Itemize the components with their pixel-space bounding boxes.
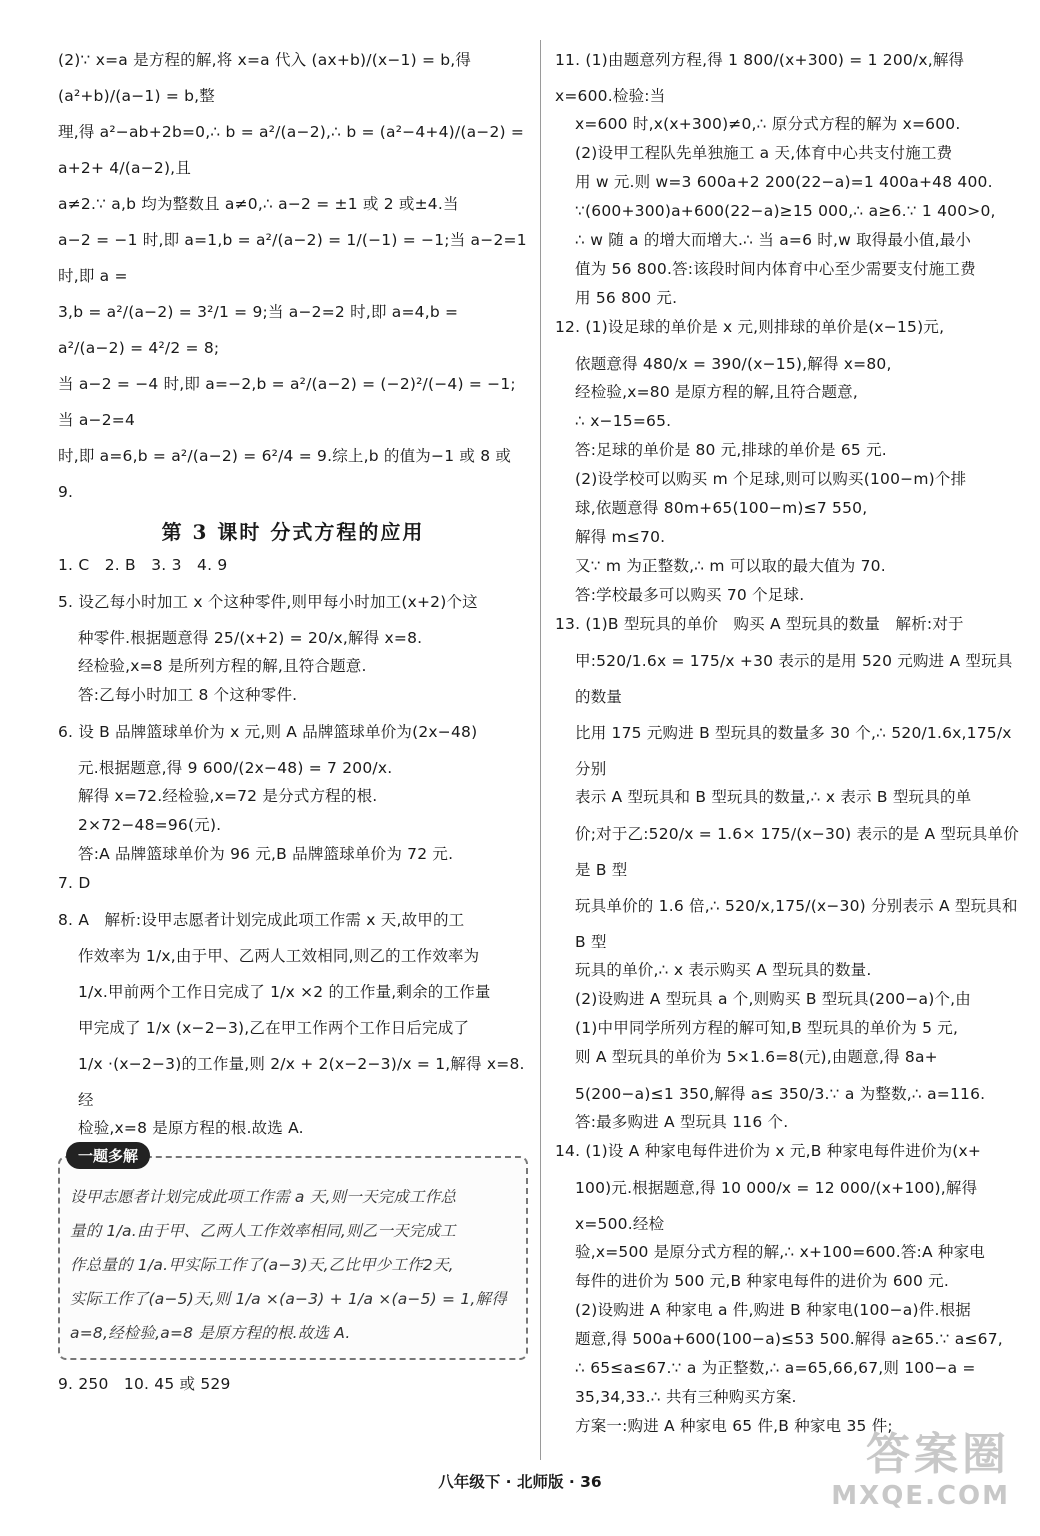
- text-line: 8. A 解析:设甲志愿者计划完成此项工作需 x 天,故甲的工: [58, 911, 465, 929]
- right-column: [555, 42, 1025, 1445]
- text-line: 解得 x=72.经检验,x=72 是分式方程的根.: [78, 787, 378, 805]
- watermark-logo: [800, 1429, 1010, 1524]
- text-line: (2)设甲工程队先单独施工 a 天,体育中心共支付施工费: [575, 144, 953, 162]
- column-divider: [540, 40, 541, 1460]
- text-line: 12. (1)设足球的单价是 x 元,则排球的单价是(x−15)元,: [555, 318, 945, 336]
- answers-1-4: 1. C 2. B 3. 3 4. 9: [58, 556, 228, 574]
- alternative-solution-box: [58, 1147, 528, 1360]
- answers-9-10: 9. 250 10. 45 或 529: [58, 1375, 231, 1393]
- text-line: 用 w 元.则 w=3 600a+2 200(22−a)=1 400a+48 400.: [575, 173, 993, 191]
- text-line: 元.根据题意,得 9 600/(2x−48) = 7 200/x.: [78, 759, 393, 777]
- text-line: 方案一:购进 A 种家电 65 件,B 种家电 35 件;: [575, 1417, 893, 1435]
- text-line: 14. (1)设 A 种家电每件进价为 x 元,B 种家电每件进价为(x+: [555, 1142, 982, 1160]
- text-line: 当 a−2 = −4 时,即 a=−2,b = a²/(a−2) = (−2)²/(−4) = −1;当 a−2=4: [58, 375, 516, 429]
- text-line: 13. (1)B 型玩具的单价 购买 A 型玩具的数量 解析:对于: [555, 615, 964, 633]
- text-line: ∴ x−15=65.: [575, 412, 672, 430]
- text-line: x=600 时,x(x+300)≠0,∴ 原分式方程的解为 x=600.: [575, 115, 961, 133]
- text-line: 则 A 型玩具的单价为 5×1.6=8(元),由题意,得 8a+: [575, 1048, 938, 1066]
- question-12: [555, 317, 1025, 605]
- text-line: 11. (1)由题意列方程,得 1 800/(x+300) = 1 200/x,解得 x=600.检验:当: [555, 51, 970, 105]
- text-line: (2)设购进 A 型玩具 a 个,则购买 B 型玩具(200−a)个,由: [575, 990, 971, 1008]
- text-line: 作效率为 1/x,由于甲、乙两人工效相同,则乙的工作效率为: [78, 947, 480, 965]
- question-7: 7. D: [58, 874, 91, 892]
- text-line: 比用 175 元购进 B 型玩具的数量多 30 个,∴ 520/1.6x,175/x 分别: [575, 724, 1017, 778]
- left-column: [58, 42, 532, 1403]
- text-line: 值为 56 800.答:该段时间内体育中心至少需要支付施工费: [575, 260, 976, 278]
- text-line: 甲完成了 1/x (x−2−3),乙在甲工作两个工作日后完成了: [78, 1019, 470, 1037]
- question-6: [58, 714, 528, 864]
- text-line: 5(200−a)≤1 350,解得 a≤ 350/3.∵ a 为整数,∴ a=116.: [575, 1085, 986, 1103]
- text-line: 甲:520/1.6x = 175/x +30 表示的是用 520 元购进 A 型玩具的数量: [575, 652, 1013, 706]
- text-line: 答:学校最多可以购买 70 个足球.: [575, 586, 805, 604]
- text-line: ∴ 65≤a≤67.∵ a 为正整数,∴ a=65,66,67,则 100−a =: [575, 1359, 976, 1377]
- text-line: 题意,得 500a+600(100−a)≤53 500.解得 a≥65.∵ a≤67,: [575, 1330, 1003, 1348]
- text-line: 2×72−48=96(元).: [78, 816, 222, 834]
- page-footer: 八年级下 · 北师版 · 36: [438, 1473, 602, 1491]
- box-line: 量的 1/a.由于甲、乙两人工作效率相同,则乙一天完成工: [70, 1222, 456, 1240]
- box-line: 设甲志愿者计划完成此项工作需 a 天,则一天完成工作总: [70, 1188, 457, 1206]
- text-line: 玩具单价的 1.6 倍,∴ 520/x,175/(x−30) 分别表示 A 型玩具和 B 型: [575, 897, 1023, 951]
- text-line: 经检验,x=8 是所列方程的解,且符合题意.: [78, 657, 367, 675]
- alt-solution-badge: 一题多解: [66, 1142, 150, 1169]
- box-line: 实际工作了(a−5)天,则 1/a ×(a−3) + 1/a ×(a−5) = 1,解得: [70, 1290, 507, 1308]
- text-line: 价;对于乙:520/x = 1.6× 175/(x−30) 表示的是 A 型玩具单价是 B 型: [575, 825, 1019, 879]
- text-line: ∵(600+300)a+600(22−a)≥15 000,∴ a≥6.∵ 1 400>0,: [575, 202, 996, 220]
- watermark-url: MXQE.COM: [831, 1481, 1010, 1511]
- text-line: 又∵ m 为正整数,∴ m 可以取的最大值为 70.: [575, 557, 886, 575]
- text-line: (1)中甲同学所列方程的解可知,B 型玩具的单价为 5 元,: [575, 1019, 959, 1037]
- text-line: 5. 设乙每小时加工 x 个这种零件,则甲每小时加工(x+2)个这: [58, 593, 478, 611]
- box-line: a=8,经检验,a=8 是原方程的根.故选 A.: [70, 1324, 351, 1342]
- section-title: 第 3 课时 分式方程的应用: [161, 520, 425, 544]
- text-line: 玩具的单价,∴ x 表示购买 A 型玩具的数量.: [575, 961, 872, 979]
- question-5: [58, 584, 528, 705]
- text-line: 种零件.根据题意得 25/(x+2) = 20/x,解得 x=8.: [78, 629, 423, 647]
- text-line: a≠2.∵ a,b 均为整数且 a≠0,∴ a−2 = ±1 或 2 或±4.当: [58, 195, 459, 213]
- question-14: [555, 1141, 1025, 1436]
- text-line: 用 56 800 元.: [575, 289, 678, 307]
- question-8: [58, 902, 528, 1138]
- text-line: (2)设学校可以购买 m 个足球,则可以购买(100−m)个排: [575, 470, 967, 488]
- text-line: 解得 m≤70.: [575, 528, 666, 546]
- text-line: 每件的进价为 500 元,B 种家电每件的进价为 600 元.: [575, 1272, 949, 1290]
- text-line: (2)设购进 A 种家电 a 件,购进 B 种家电(100−a)件.根据: [575, 1301, 971, 1319]
- text-line: 经检验,x=80 是原方程的解,且符合题意,: [575, 383, 858, 401]
- text-line: 答:乙每小时加工 8 个这种零件.: [78, 686, 298, 704]
- text-line: 1/x.甲前两个工作日完成了 1/x ×2 的工作量,剩余的工作量: [78, 983, 491, 1001]
- watermark-text: 答案圈: [866, 1429, 1010, 1480]
- text-line: 球,依题意得 80m+65(100−m)≤7 550,: [575, 499, 868, 517]
- text-line: 检验,x=8 是原方程的根.故选 A.: [78, 1119, 304, 1137]
- text-line: ∴ w 随 a 的增大而增大.∴ 当 a=6 时,w 取得最小值,最小: [575, 231, 972, 249]
- text-line: 验,x=500 是原分式方程的解,∴ x+100=600.答:A 种家电: [575, 1243, 986, 1261]
- text-line: a−2 = −1 时,即 a=1,b = a²/(a−2) = 1/(−1) = −1;当 a−2=1 时,即 a =: [58, 231, 532, 285]
- text-line: 答:最多购进 A 型玩具 116 个.: [575, 1113, 789, 1131]
- text-line: 35,34,33.∴ 共有三种购买方案.: [575, 1388, 797, 1406]
- text-line: 答:A 品牌篮球单价为 96 元,B 品牌篮球单价为 72 元.: [78, 845, 454, 863]
- text-line: 100)元.根据题意,得 10 000/x = 12 000/(x+100),解得 x=500.经检: [575, 1179, 983, 1233]
- text-line: 1/x ·(x−2−3)的工作量,则 2/x + 2(x−2−3)/x = 1,解得 x=8.经: [78, 1055, 525, 1109]
- text-line: 依题意得 480/x = 390/(x−15),解得 x=80,: [575, 355, 892, 373]
- question-13: [555, 614, 1025, 1132]
- text-line: 3,b = a²/(a−2) = 3²/1 = 9;当 a−2=2 时,即 a=4,b = a²/(a−2) = 4²/2 = 8;: [58, 303, 464, 357]
- text-line: 时,即 a=6,b = a²/(a−2) = 6²/4 = 9.综上,b 的值为−1 或 8 或 9.: [58, 447, 517, 501]
- text-line: (2)∵ x=a 是方程的解,将 x=a 代入 (ax+b)/(x−1) = b,得 (a²+b)/(a−1) = b,整: [58, 51, 477, 105]
- text-line: 答:足球的单价是 80 元,排球的单价是 65 元.: [575, 441, 887, 459]
- text-line: 6. 设 B 品牌篮球单价为 x 元,则 A 品牌篮球单价为(2x−48): [58, 723, 478, 741]
- text-line: 表示 A 型玩具和 B 型玩具的数量,∴ x 表示 B 型玩具的单: [575, 788, 972, 806]
- intro-solution: [58, 42, 532, 510]
- box-line: 作总量的 1/a.甲实际工作了(a−3)天,乙比甲少工作2天,: [70, 1256, 454, 1274]
- text-line: 理,得 a²−ab+2b=0,∴ b = a²/(a−2),∴ b = (a²−4+4)/(a−2) = a+2+ 4/(a−2),且: [58, 123, 530, 177]
- question-11: [555, 42, 1025, 308]
